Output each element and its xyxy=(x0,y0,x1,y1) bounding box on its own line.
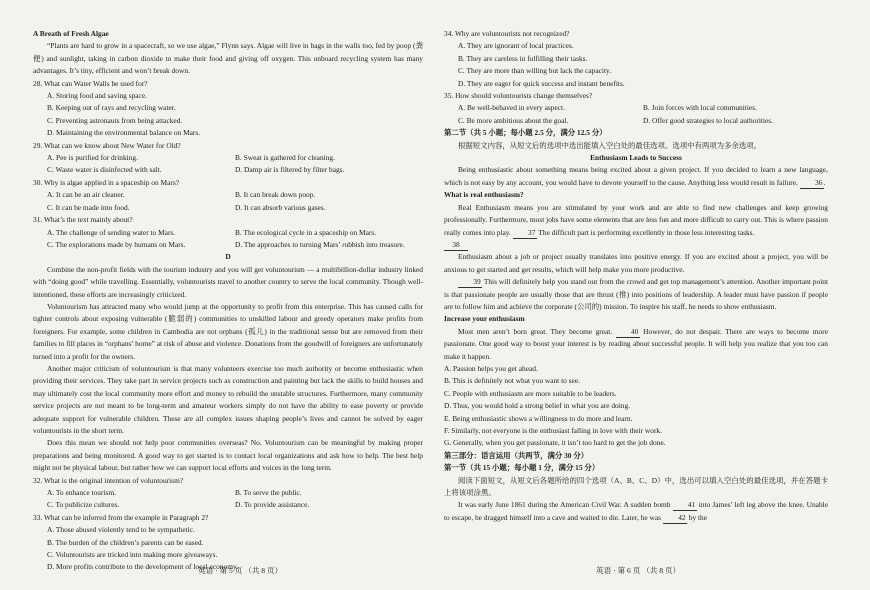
question-28 xyxy=(33,78,423,140)
option-c: C. The explorations made by humans on Mars. xyxy=(47,239,186,249)
option-b: B. Keeping out of rays and recycling water. xyxy=(47,103,176,113)
blank-37[interactable]: 37 xyxy=(513,228,537,239)
cloze-paragraph: It was early June 1861 during the American Civil War. A sudden bomb 41 into James’ left leg above the knee. Unable to escape, he dragged himself into a cave and waited to die. Later, he was 42 by the xyxy=(444,500,828,522)
part-3-header: 第三部分：语言运用（共两节，满分 30 分） xyxy=(444,450,589,460)
option-d: D. Maintaining the environmental balance on Mars. xyxy=(47,128,201,138)
question-stem: 35. How should voluntourists change themselves? xyxy=(444,91,593,101)
question-35 xyxy=(444,90,828,127)
gap-paragraph-3 xyxy=(444,239,828,251)
option-d: D. The approaches to turning Mars’ rubbish into treasure. xyxy=(235,239,405,249)
blank-38[interactable]: 38 xyxy=(444,240,468,251)
blank-40[interactable]: 40 xyxy=(616,327,640,338)
question-30 xyxy=(33,177,423,214)
passage-d-paragraph-3: Another major criticism of voluntourism is that many volunteers exercise too much authority or become enthusiastic when providing their services. They take part in service projects such as construction and painting but lack the skills to build houses and may ultimately cost the local community more effort and money to rebuild the unstable structures. Furthermore, many community service projects are not meant to be long-term and amateur workers simply do not have the ability to ease poverty or provide adequate support for vulnerable children. These are all complex issues shaping people’s lives and cannot be solved by eager voluntourists in the short term. xyxy=(33,363,423,435)
question-stem: 29. What can we know about New Water for Old? xyxy=(33,140,181,150)
gap-option-b: B. This is definitely not what you want to see. xyxy=(444,376,580,386)
option-a: A. Those abused violently tend to be sympathetic. xyxy=(47,525,195,535)
gap-option-f: F. Similarly, not everyone is the enthusiast falling in love with their work. xyxy=(444,426,662,435)
passage-title: Enthusiasm Leads to Success xyxy=(590,153,682,163)
question-stem: 34. Why are voluntourists not recognized? xyxy=(444,29,570,38)
option-b: B. Sweat is gathered for cleaning. xyxy=(235,153,335,163)
option-a: A. Storing food and saving space. xyxy=(47,91,147,101)
footer-page-5: 英语 · 第 5 页 （共 8 页） xyxy=(198,566,283,575)
question-stem: 32. What is the original intention of voluntourism? xyxy=(33,475,184,485)
option-c: C. They are more than willing but lack the capacity. xyxy=(458,66,612,76)
option-b: B. Join forces with local communities. xyxy=(643,103,757,113)
footer-page-6: 英语 · 第 6 页 （共 8 页） xyxy=(596,566,681,575)
option-d: D. To provide assistance. xyxy=(235,500,310,510)
passage-d-label: D xyxy=(225,252,231,262)
option-d: D. It can absorb various gases. xyxy=(235,202,326,212)
subheading-increase-enthusiasm: Increase your enthusiasm xyxy=(444,314,525,324)
option-c: C. To publicize cultures. xyxy=(47,500,120,510)
question-34 xyxy=(444,28,828,90)
option-b: B. The ecological cycle in a spaceship on Mars. xyxy=(235,227,377,237)
part-3-section-1: 第一节（共 15 小题；每小题 1 分，满分 15 分） xyxy=(444,463,600,473)
subheading-real-enthusiasm: What is real enthusiasm? xyxy=(444,190,524,200)
option-a: A. They are ignorant of local practices. xyxy=(458,41,574,51)
gap-option-g: G. Generally, when you get passionate, it isn’t too hard to get the job done. xyxy=(444,438,666,448)
option-c: C. Waste water is disinfected with salt. xyxy=(47,165,162,175)
option-c: C. Preventing astronauts from being attacked. xyxy=(47,115,183,125)
option-b: B. They are careless in fulfilling their tasks. xyxy=(458,53,588,63)
option-a: A. Pee is purified for drinking. xyxy=(47,153,138,163)
gap-options-list xyxy=(444,363,828,450)
option-a: A. The challenge of sending water to Mars. xyxy=(47,227,176,237)
passage-d-paragraph-4: Does this mean we should not help poor communities overseas? No. Voluntourism can be meaningful by making proper preparations and being monitored. A good way to get started is to contact local organizations and ask how to help. The best help might not be physical labour, but rather how we can support local efforts and voices in the long term. xyxy=(33,438,423,473)
left-column xyxy=(33,28,423,574)
question-32 xyxy=(33,475,423,512)
gap-paragraph-5: 39 This will definitely help you stand out from the crowd and get top management’s attention. Another important point is that passionate people are usually those that are thrust (推) into positions of leadership. A leader must have passion if people are to follow him and achieve the corporate (公司的) mission. To inspire his staff, he needs to show enthusiasm. xyxy=(444,277,828,311)
blank-41[interactable]: 41 xyxy=(673,500,697,511)
option-c: C. It can be made into food. xyxy=(47,202,130,212)
question-stem: 31. What’s the text mainly about? xyxy=(33,215,133,225)
blank-36[interactable]: 36 xyxy=(800,178,824,189)
option-b: B. The burden of the children’s parents can be eased. xyxy=(47,537,204,547)
gap-option-e: E. Being enthusiastic shows a willingness to do more and learn. xyxy=(444,413,633,423)
blank-39[interactable]: 39 xyxy=(458,277,482,288)
option-b: B. It can break down poop. xyxy=(235,190,316,200)
gap-paragraph-6: Most men aren’t born great. They become great. 40 However, do not despair. There are ways to become more passionate. One good way to boost your interest is by reading about successful people. It will help you realize that you too can make it happen. xyxy=(444,326,828,361)
section-2-instruction: 根据短文内容，从短文后的选项中选出能填入空白处的最佳选项。选项中有两项为多余选项。 xyxy=(458,140,762,150)
passage-c-paragraph: “Plants are hard to grow in a spacecraft, so we use algae,” Flynn says. Algae will live in bags in the walls too, fed by poop (粪便) and sunlight, taking in carbon dioxide to make their food and giving off oxygen. This onboard recycling system has many advantages. It’s tiny, efficient and won’t break down. xyxy=(33,41,423,76)
option-b: B. To serve the public. xyxy=(235,488,302,498)
option-c: C. Voluntourists are tricked into making more giveaways. xyxy=(47,550,218,560)
gap-option-d: D. Thus, you would hold a strong belief in what you are doing. xyxy=(444,401,631,411)
gap-paragraph-4: Enthusiasm about a job or project usually translates into positive energy. If you are excited about a project, you will be anxious to get started and get results, which will help make you more productive. xyxy=(444,252,828,274)
option-d: D. More profits contribute to the development of local economy. xyxy=(47,562,239,572)
right-column xyxy=(444,28,828,524)
passage-d-paragraph-2: Voluntourism has attracted many who would jump at the opportunity to profit from this enterprise. This has caused calls for tighter controls about exposing vulnerable (脆弱的) communities to unskilled labour and greedy operators make profits from foreigners. For example, some children in Cambodia are not orphans (孤儿) in the traditional sense but are removed from their families to fill places in “orphans’ home” at risk of abuse and violence. Donations from the goodwill of foreigners are unfortunately turned into a profit for the owners. xyxy=(33,301,423,361)
question-stem: 28. What can Water Walls be used for? xyxy=(33,78,148,88)
passage-c-title: A Breath of Fresh Algae xyxy=(33,29,109,38)
part-3-instruction: 阅读下面短文，从短文后各题所给的四个选项（A、B、C、D）中，选出可以填入空白处的最佳选项，并在答题卡上将该项涂黑。 xyxy=(444,475,828,498)
question-31 xyxy=(33,214,423,251)
question-stem: 33. What can be inferred from the example in Paragraph 2? xyxy=(33,512,209,522)
section-2-header: 第二节（共 5 小题；每小题 2.5 分，满分 12.5 分） xyxy=(444,128,607,138)
question-29 xyxy=(33,140,423,177)
option-d: D. They are eager for quick success and instant benefits. xyxy=(458,78,625,88)
option-a: A. To enhance tourism. xyxy=(47,488,116,498)
option-a: A. Be well-behaved in every aspect. xyxy=(458,103,565,113)
option-d: D. Offer good strategies to local authorities. xyxy=(643,115,773,125)
option-a: A. It can be an air cleaner. xyxy=(47,190,125,200)
gap-option-a: A. Passion helps you get ahead. xyxy=(444,363,538,373)
gap-option-c: C. People with enthusiasm are more suitable to be leaders. xyxy=(444,388,617,398)
passage-d-paragraph-1: Combine the non-profit fields with the tourism industry and you will get voluntourism — a multibillion-dollar industry linked with “doing good” while travelling. Essentially, voluntourists travel to another country to serve the local community. Though well-intentioned, these efforts are increasingly criticized. xyxy=(33,264,423,299)
option-c: C. Be more ambitious about the goal. xyxy=(458,115,569,125)
option-d: D. Damp air is filtered by filter bags. xyxy=(235,165,345,175)
gap-paragraph-1: Being enthusiastic about something means being excited about a given project. If you decided to learn a new language, which is not easy by any account, you would have to devote yourself to the cause. Anything less would result in failure. 36. xyxy=(444,165,828,187)
blank-42[interactable]: 42 xyxy=(663,513,687,524)
gap-paragraph-2: Real Enthusiasm means you are stimulated by your work and are able to find new challenges and keep growing professionally. Furthermore, most jobs have some elements that are less fun and more difficult to carry out. This is where passion really comes into play. 37 The difficult part is performing excellently in those less interesting tasks. xyxy=(444,202,828,237)
question-stem: 30. Why is algae applied in a spaceship on Mars? xyxy=(33,177,179,187)
